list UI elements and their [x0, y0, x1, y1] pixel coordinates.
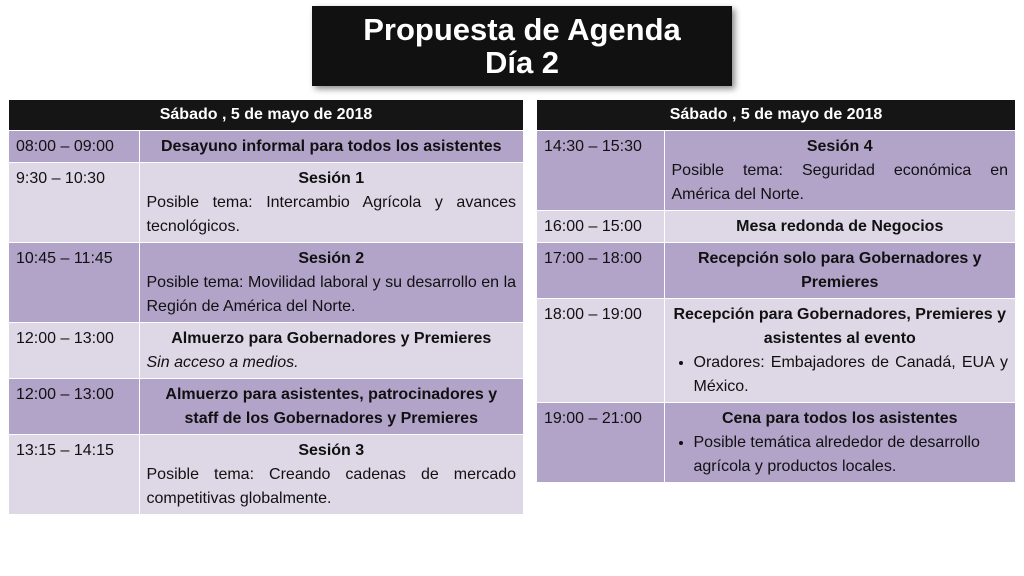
row-title: Sesión 4: [806, 138, 873, 155]
right-agenda-table: [537, 100, 1015, 482]
row-title: Sesión 2: [298, 250, 365, 267]
row-title: Recepción solo para Gobernadores y Premieres: [664, 243, 1015, 299]
table-row: [537, 403, 1015, 483]
row-time: 12:00 – 13:00: [9, 379, 139, 435]
agenda-title-line1: Propuesta de Agenda: [363, 12, 681, 47]
table-row: [537, 243, 1015, 299]
bullet-item: • Posible temática alrededor de desarrollo agrícola y productos locales.: [694, 431, 1009, 479]
row-note: Sin acceso a medios.: [146, 354, 299, 371]
table-row: [9, 435, 523, 515]
row-content: [664, 299, 1015, 403]
row-time: 9:30 – 10:30: [9, 163, 139, 243]
row-content: [664, 403, 1015, 483]
row-title: Sesión 1: [298, 170, 365, 187]
table-row: [9, 323, 523, 379]
row-time: 12:00 – 13:00: [9, 323, 139, 379]
row-description: Posible tema: Creando cadenas de mercado competitivas globalmente.: [146, 466, 517, 507]
left-table-header: Sábado , 5 de mayo de 2018: [9, 100, 523, 131]
table-row: [9, 163, 523, 243]
row-description: Posible tema: Seguridad económica en América del Norte.: [671, 162, 1009, 203]
row-time: 14:30 – 15:30: [537, 131, 664, 211]
table-row: [537, 211, 1015, 243]
row-time: 18:00 – 19:00: [537, 299, 664, 403]
table-row: [9, 379, 523, 435]
row-content: [139, 323, 523, 379]
row-title: Desayuno informal para todos los asistentes: [139, 131, 523, 163]
row-content: [139, 435, 523, 515]
agenda-title-line2: Día 2: [484, 45, 560, 80]
row-content: [139, 163, 523, 243]
row-title: Recepción para Gobernadores, Premieres y asistentes al evento: [673, 306, 1007, 347]
row-title: Cena para todos los asistentes: [721, 410, 958, 427]
agenda-title: [312, 6, 732, 86]
row-time: 17:00 – 18:00: [537, 243, 664, 299]
table-row: [9, 131, 523, 163]
bullet-item: • Oradores: Embajadores de Canadá, EUA y México.: [694, 351, 1009, 399]
row-time: 13:15 – 14:15: [9, 435, 139, 515]
bullet-list: [672, 431, 1009, 479]
row-time: 10:45 – 11:45: [9, 243, 139, 323]
row-title: Almuerzo para Gobernadores y Premieres: [171, 330, 492, 347]
row-title: Mesa redonda de Negocios: [664, 211, 1015, 243]
row-title: Sesión 3: [298, 442, 365, 459]
row-content: [664, 131, 1015, 211]
bullet-list: [672, 351, 1009, 399]
right-table-header: Sábado , 5 de mayo de 2018: [537, 100, 1015, 131]
left-agenda-table: [9, 100, 523, 514]
row-description: Posible tema: Intercambio Agrícola y avances tecnológicos.: [146, 194, 517, 235]
row-time: 08:00 – 09:00: [9, 131, 139, 163]
table-row: [537, 131, 1015, 211]
row-content: [139, 243, 523, 323]
table-row: [537, 299, 1015, 403]
table-row: [9, 243, 523, 323]
row-time: 16:00 – 15:00: [537, 211, 664, 243]
row-title: Almuerzo para asistentes, patrocinadores y staff de los Gobernadores y Premieres: [139, 379, 523, 435]
row-time: 19:00 – 21:00: [537, 403, 664, 483]
row-description: Posible tema: Movilidad laboral y su desarrollo en la Región de América del Norte.: [146, 274, 517, 315]
